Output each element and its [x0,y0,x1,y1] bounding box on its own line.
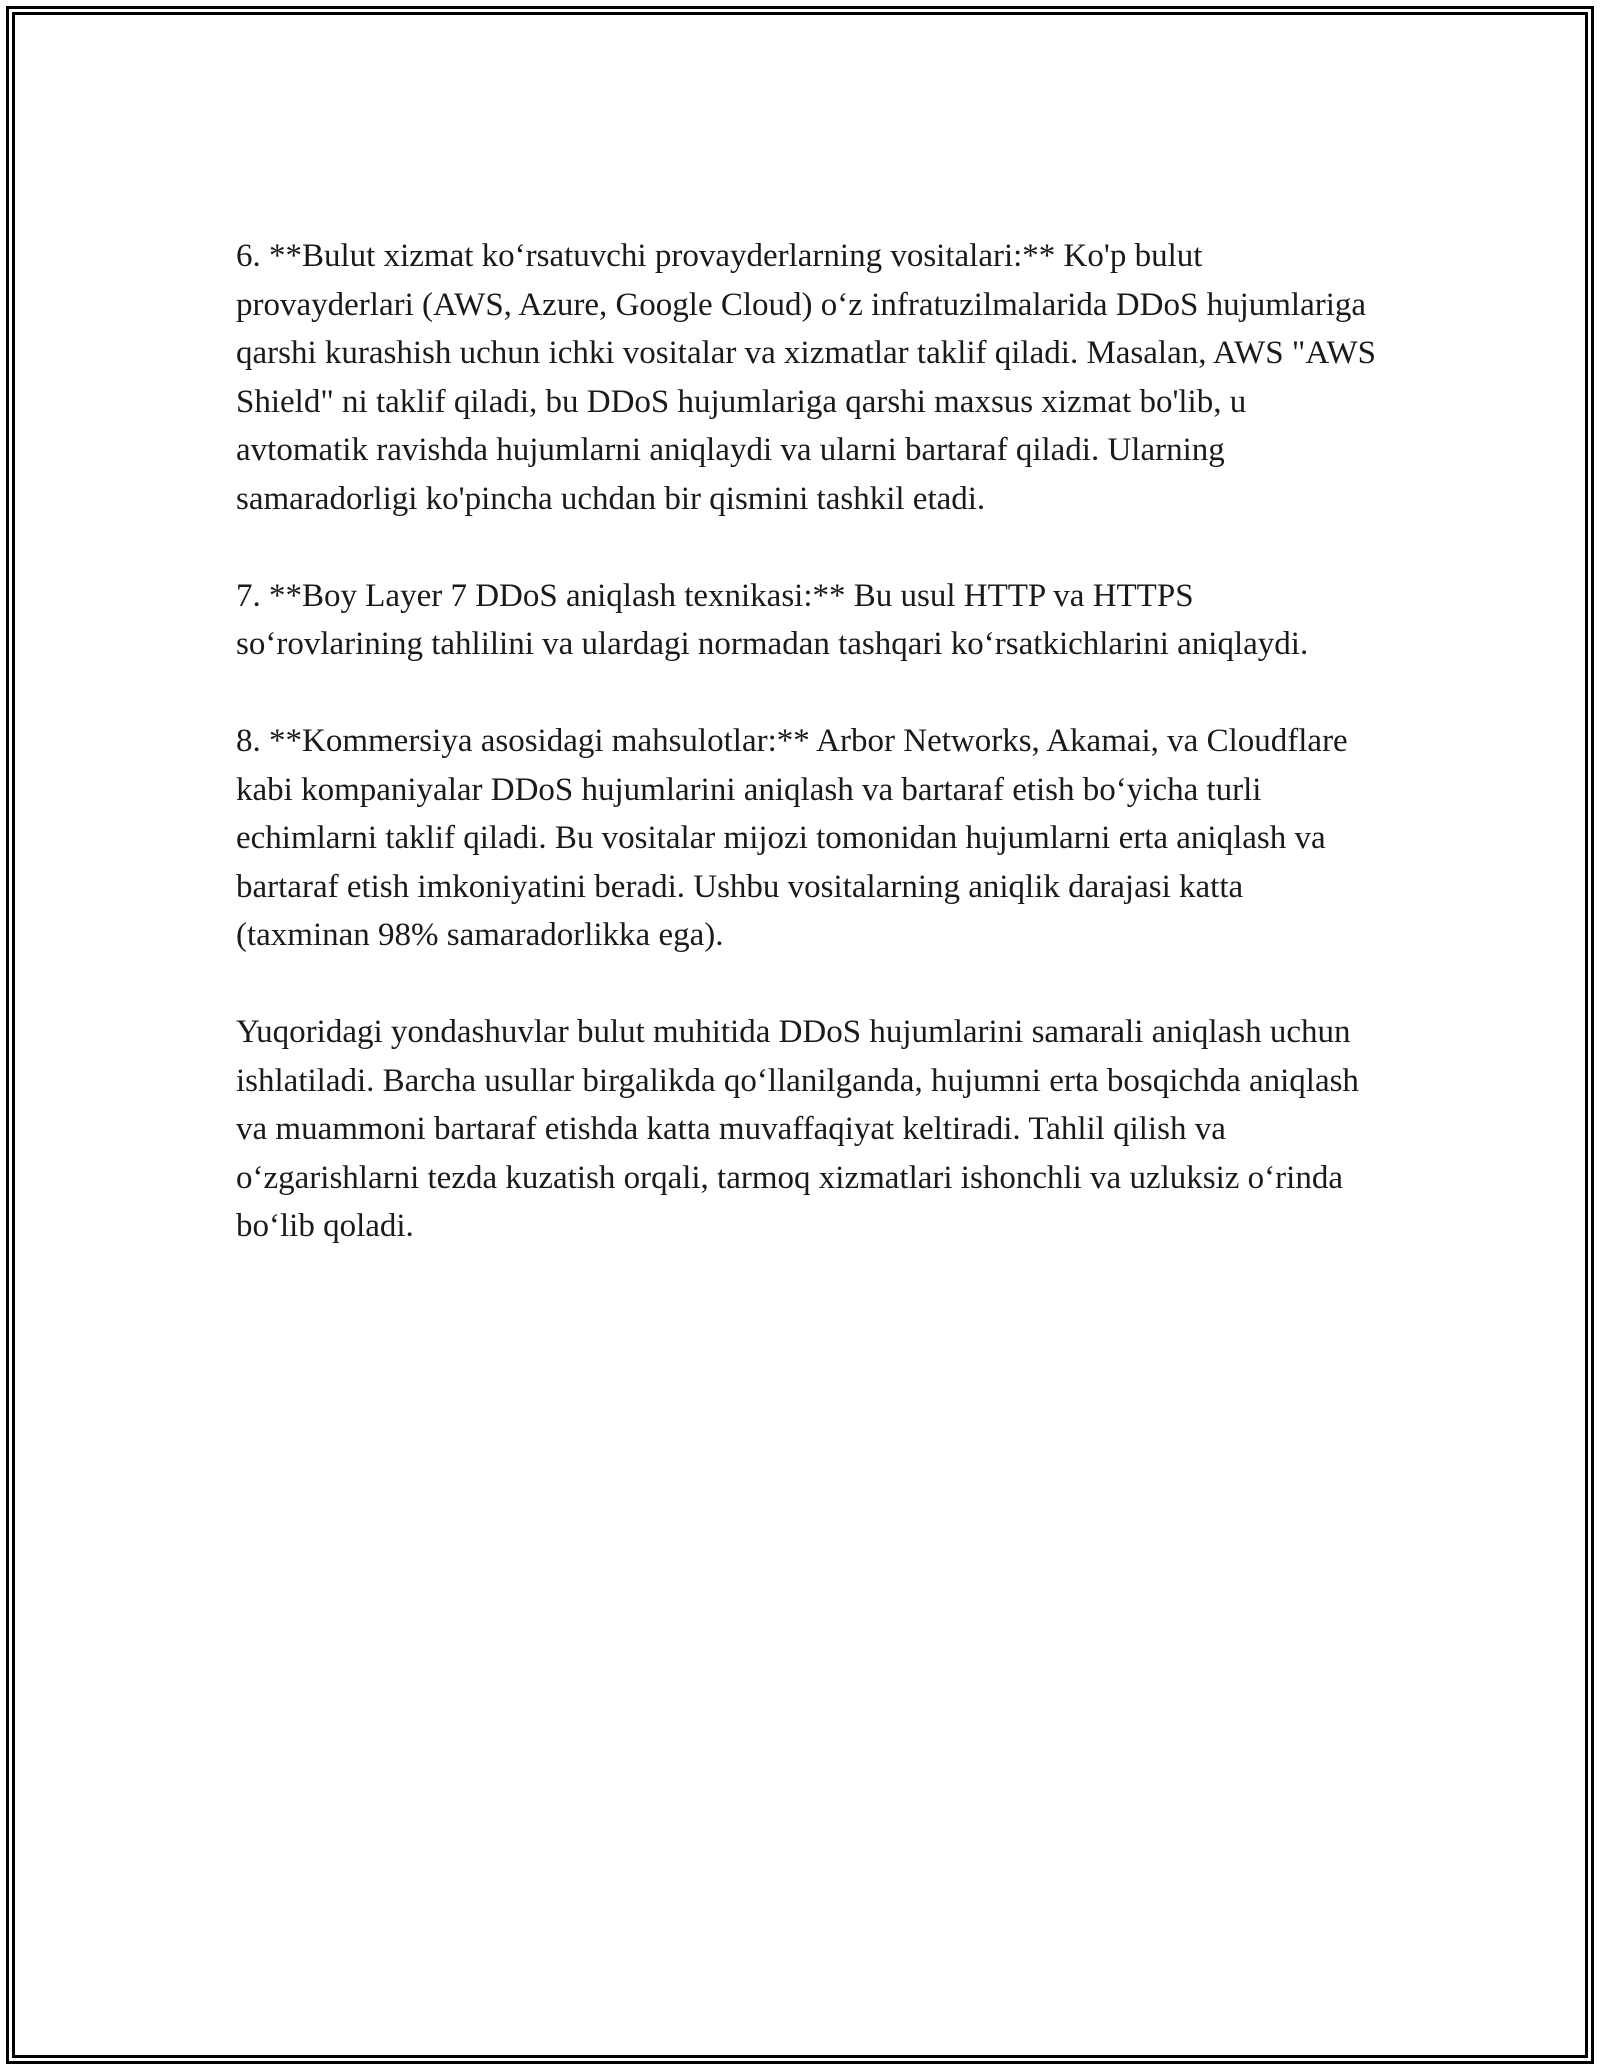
paragraph-conclusion: Yuqoridagi yondashuvlar bulut muhitida DDoS hujumlarini samarali aniqlash uchun ishlatiladi. Barcha usullar birgalikda qoʻllanilganda, hujumni erta bosqichda aniqlash va muammoni bartaraf etishda katta muvaffaqiyat keltiradi. Tahlil qilish va oʻzgarishlarni tezda kuzatish orqali, tarmoq xizmatlari ishonchli va uzluksiz oʻrinda boʻlib qoladi. [236,1014,1359,1244]
document-body [236,232,1376,1299]
paragraph-item-8: 8. **Kommersiya asosidagi mahsulotlar:** Arbor Networks, Akamai, va Cloudflare kabi kompaniyalar DDoS hujumlarini aniqlash va bartaraf etish boʻyicha turli echimlarni taklif qiladi. Bu vositalar mijozi tomonidan hujumlarni erta aniqlash va bartaraf etish imkoniyatini beradi. Ushbu vositalarning aniqlik darajasi katta (taxminan 98% samaradorlikka ega). [236,723,1348,953]
paragraph-item-7: 7. **Boy Layer 7 DDoS aniqlash texnikasi:** Bu usul HTTP va HTTPS soʻrovlarining tahlilini va ulardagi normadan tashqari koʻrsatkichlarini aniqlaydi. [236,577,1309,662]
paragraph-item-6: 6. **Bulut xizmat koʻrsatuvchi provayderlarning vositalari:** Ko'p bulut provayderlari (AWS, Azure, Google Cloud) oʻz infratuzilmalarida DDoS hujumlariga qarshi kurashish uchun ichki vositalar va xizmatlar taklif qiladi. Masalan, AWS "AWS Shield" ni taklif qiladi, bu DDoS hujumlariga qarshi maxsus xizmat bo'lib, u avtomatik ravishda hujumlarni aniqlaydi va ularni bartaraf qiladi. Ularning samaradorligi ko'pincha uchdan bir qismini tashkil etadi. [236,238,1377,517]
